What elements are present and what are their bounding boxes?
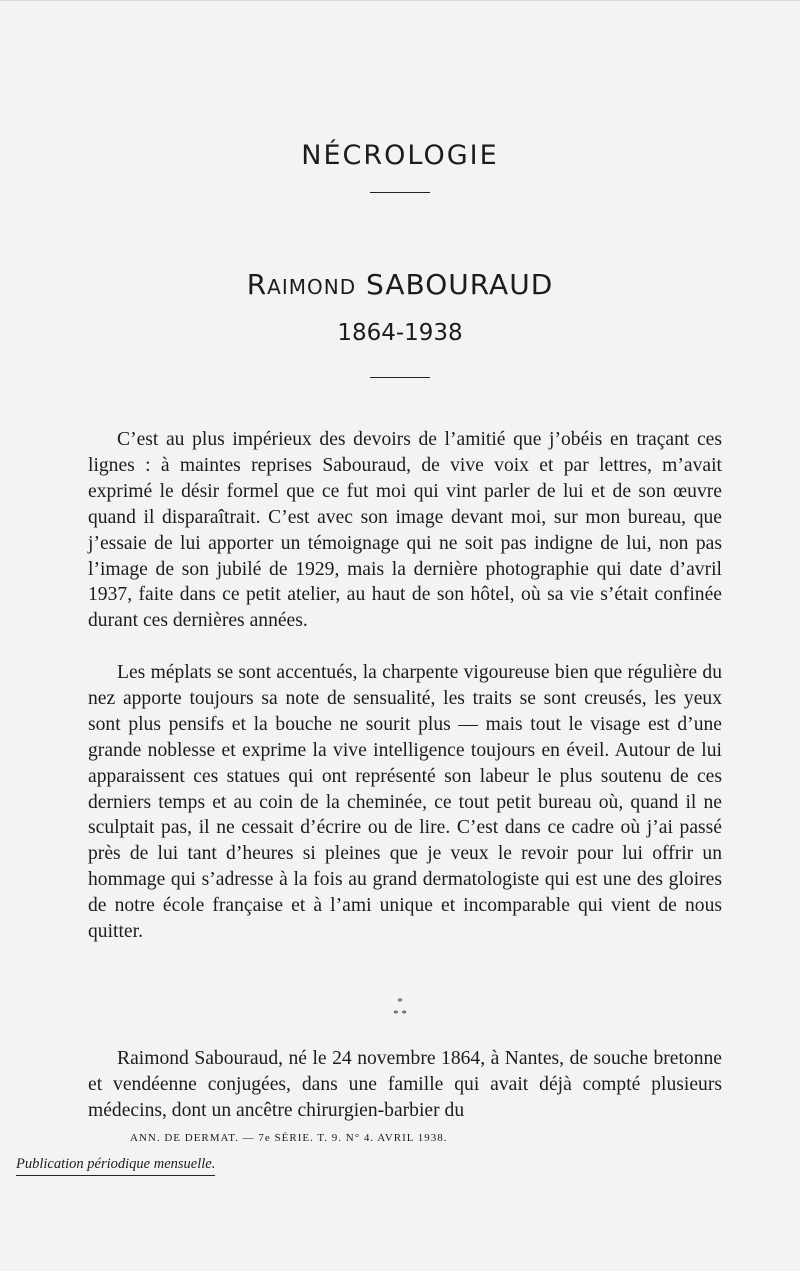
section-title: NÉCROLOGIE <box>301 140 499 171</box>
journal-reference: ANN. DE DERMAT. — 7e SÉRIE. T. 9. N° 4. AVRIL 1938. <box>130 1132 448 1144</box>
paragraph-3: Raimond Sabouraud, né le 24 novembre 1864, à Nantes, de souche bretonne et vendéenne conjugées, dans une famille qui avait déjà compté plusieurs médecins, dont un ancêtre chirurgien-barbier du <box>88 1048 722 1121</box>
paragraph-2: Les méplats se sont accentués, la charpente vigoureuse bien que régulière du nez apporte toujours sa note de sensualité, les traits se sont creusés, les yeux sont plus pensifs et la bouche ne sourit plus — mais tout le visage est d’une grande noblesse et exprime la vive intelligence toujours en éveil. Autour de lui apparaissent ces statues qui ont représenté son labeur le plus soutenu de ces derniers temps et au coin de la cheminée, ce tout petit bureau où, quand il ne sculptait pas, il ne cessait d’écrire ou de lire. C’est dans ce cadre où j’ai passé près de lui tant d’heures si pleines que je veux le revoir pour lui offrir un hommage qui s’adresse à la fois au grand dermatologiste qui est une des gloires de notre école française et à l’ami unique et incomparable qui vient de nous quitter. <box>88 662 722 943</box>
last-name: SABOURAUD <box>366 268 554 301</box>
asterism-top: * <box>397 996 403 1008</box>
paragraph-1: C’est au plus impérieux des devoirs de l’amitié que j’obéis en traçant ces lignes : à maintes reprises Sabouraud, de vive voix et par lettres, m’avait exprimé le désir formel que ce fut moi qui vint parler de lui et de son œuvre quand il disparaîtrait. C’est avec son image devant moi, sur mon bureau, que j’essaie de lui apporter un témoignage qui ne soit pas indigne de lui, non pas l’image de son jubilé de 1929, mais la dernière photographie qui date d’avril 1937, faite dans ce petit atelier, au haut de son hôtel, où sa vie s’était confinée durant ces dernières années. <box>88 429 722 632</box>
first-name: Raimond <box>246 268 357 301</box>
name-divider <box>370 377 430 378</box>
asterism <box>380 996 420 1026</box>
publication-note: Publication périodique mensuelle. <box>16 1156 215 1176</box>
scan-edge <box>0 0 800 1</box>
asterism-bottom: * * <box>393 1008 407 1020</box>
life-dates: 1864-1938 <box>337 320 463 346</box>
title-divider <box>370 192 430 193</box>
obituary-name <box>0 268 800 301</box>
